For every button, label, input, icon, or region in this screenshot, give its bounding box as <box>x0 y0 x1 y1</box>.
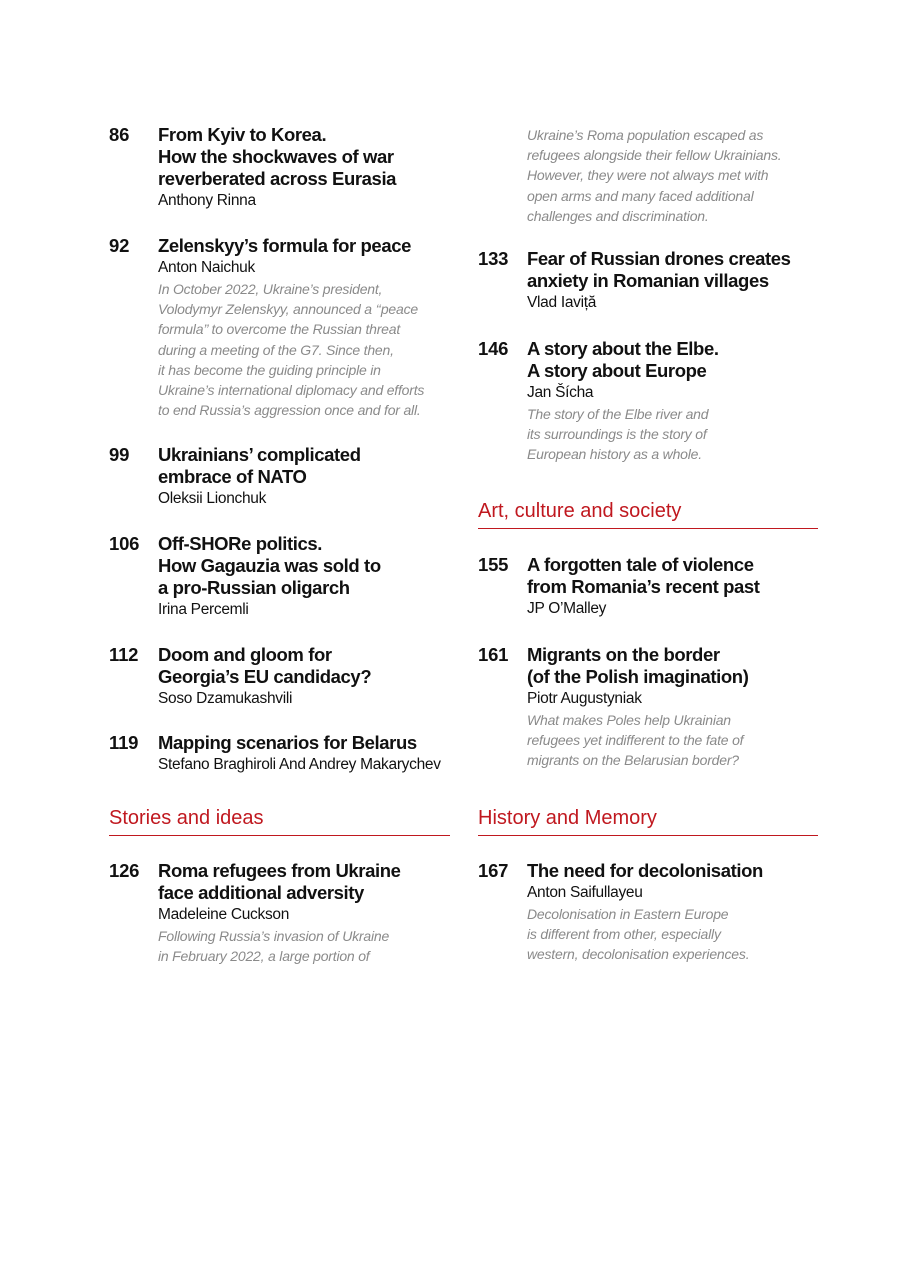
page-number: 146 <box>478 338 509 359</box>
toc-entry-146[interactable] <box>478 338 823 465</box>
left-column <box>109 0 454 1280</box>
article-author: JP O’Malley <box>527 600 607 617</box>
article-author: Anton Saifullayeu <box>527 884 643 901</box>
article-title: Ukrainians’ complicated embrace of NATO <box>158 444 361 487</box>
article-title: A story about the Elbe. A story about Europe <box>527 338 719 381</box>
page-number: 167 <box>478 860 509 881</box>
page-number: 133 <box>478 248 509 269</box>
article-title: Doom and gloom for Georgia’s EU candidacy? <box>158 644 372 687</box>
article-description: The story of the Elbe river and its surroundings is the story of European history as a whole. <box>527 406 709 463</box>
article-title: Migrants on the border (of the Polish imagination) <box>527 644 749 687</box>
page-number: 126 <box>109 860 140 881</box>
article-title: Off-SHORe politics. How Gagauzia was sold to a pro-Russian oligarch <box>158 533 381 598</box>
continued-description: Ukraine’s Roma population escaped as refugees alongside their fellow Ukrainians. However, they were not always met with open arms and many faced additional challenges and discrimination. <box>527 127 782 224</box>
toc-entry-126[interactable] <box>109 860 454 966</box>
article-author: Anthony Rinna <box>158 192 256 209</box>
page-number: 106 <box>109 533 140 554</box>
page-number: 112 <box>109 644 139 665</box>
article-title: Roma refugees from Ukraine face additional adversity <box>158 860 401 903</box>
section-heading-history-and-memory: History and Memory <box>478 806 818 836</box>
toc-entry-86[interactable] <box>109 124 454 211</box>
article-author: Irina Percemli <box>158 601 249 618</box>
article-author: Stefano Braghiroli And Andrey Makarychev <box>158 756 441 773</box>
toc-entry-92[interactable] <box>109 235 454 420</box>
page-number: 92 <box>109 235 130 256</box>
section-heading-stories-and-ideas: Stories and ideas <box>109 806 450 836</box>
article-title: A forgotten tale of violence from Romania’s recent past <box>527 554 760 597</box>
article-title: Zelenskyy’s formula for peace <box>158 235 411 256</box>
article-description: What makes Poles help Ukrainian refugees yet indifferent to the fate of migrants on the Belarusian border? <box>527 712 744 769</box>
toc-entry-119[interactable] <box>109 732 454 775</box>
page-number: 161 <box>478 644 509 665</box>
article-author: Vlad Iaviță <box>527 294 597 311</box>
article-description: Following Russia’s invasion of Ukraine in February 2022, a large portion of <box>158 928 390 965</box>
page-number: 155 <box>478 554 509 575</box>
toc-entry-167[interactable] <box>478 860 823 965</box>
toc-entry-133[interactable] <box>478 248 823 313</box>
toc-entry-99[interactable] <box>109 444 454 509</box>
article-author: Oleksii Lionchuk <box>158 490 267 507</box>
toc-entry-161[interactable] <box>478 644 823 771</box>
article-title: The need for decolonisation <box>527 860 763 881</box>
article-author: Madeleine Cuckson <box>158 906 290 923</box>
article-description: Decolonisation in Eastern Europe is different from other, especially western, decolonisation experiences. <box>527 906 750 963</box>
article-author: Soso Dzamukashvili <box>158 690 293 707</box>
toc-entry-155[interactable] <box>478 554 823 619</box>
page-number: 119 <box>109 732 139 753</box>
page-number: 99 <box>109 444 130 465</box>
article-description: In October 2022, Ukraine’s president, Volodymyr Zelenskyy, announced a ‘‘peace formula’’ to overcome the Russian threat during a meeting of the G7. Since then, it has become the guiding principle in Ukraine’s international diplomacy and efforts to end Russia’s aggression once and for all. <box>158 281 425 419</box>
article-author: Piotr Augustyniak <box>527 690 642 707</box>
article-title: From Kyiv to Korea. How the shockwaves of war reverberated across Eurasia <box>158 124 397 189</box>
page-number: 86 <box>109 124 130 145</box>
right-column <box>478 0 823 1280</box>
article-author: Anton Naichuk <box>158 259 255 276</box>
toc-entry-112[interactable] <box>109 644 454 709</box>
article-author: Jan Šícha <box>527 384 594 401</box>
section-heading-art-culture-society: Art, culture and society <box>478 499 818 529</box>
toc-entry-106[interactable] <box>109 533 454 620</box>
article-title: Fear of Russian drones creates anxiety in Romanian villages <box>527 248 791 291</box>
article-title: Mapping scenarios for Belarus <box>158 732 417 753</box>
